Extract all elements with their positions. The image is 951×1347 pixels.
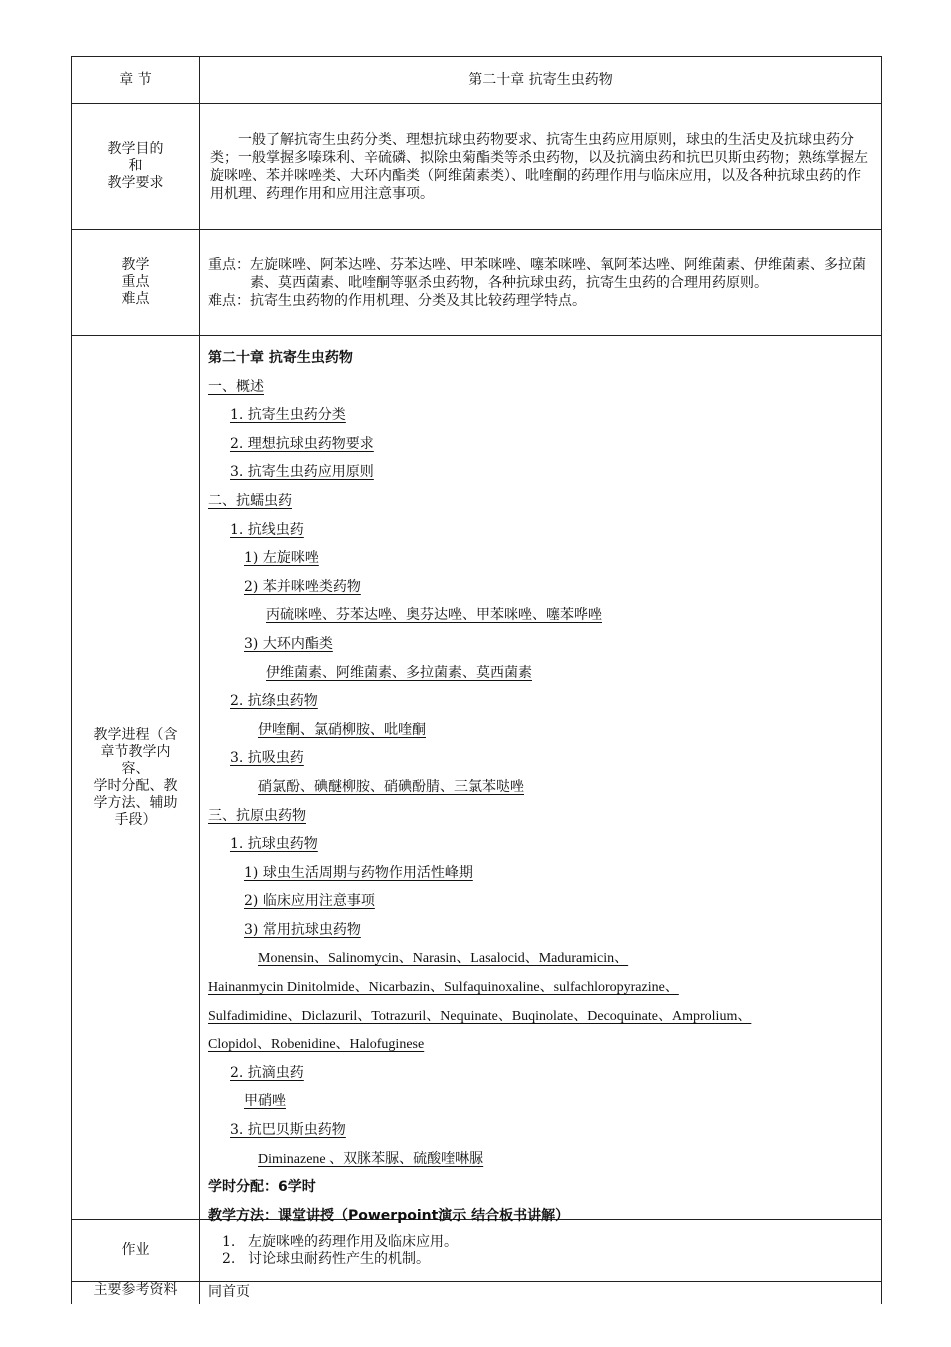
coccidiostat-list: Clopidol、Robenidine、Halofuginese bbox=[208, 1037, 425, 1053]
goals-label-line: 和 bbox=[128, 158, 143, 174]
outline-item: 3. 抗吸虫药 bbox=[230, 750, 304, 767]
outline-detail: 伊喹酮、氯硝柳胺、吡喹酮 bbox=[258, 721, 426, 738]
outline-item: 3. 抗寄生虫药应用原则 bbox=[230, 464, 374, 481]
goals-label-line: 教学目的 bbox=[107, 141, 164, 157]
outline-item: 2. 抗滴虫药 bbox=[230, 1064, 304, 1081]
coccidiostat-list: Sulfadimidine、Diclazuril、Totrazuril、Nequinate、Buqinolate、Decoquinate、Amprolium、 bbox=[208, 1008, 752, 1024]
key-label-line: 教学 bbox=[121, 257, 150, 273]
process-cell bbox=[200, 336, 881, 1224]
outline-detail: 甲硝唑 bbox=[244, 1093, 286, 1110]
homework-text: 左旋咪唑的药理作用及临床应用。 bbox=[248, 1233, 458, 1250]
process-label-line: 教学进程（含 bbox=[93, 726, 178, 743]
key-points-row bbox=[71, 230, 882, 336]
homework-num: 1. bbox=[222, 1233, 236, 1250]
homework-text: 讨论球虫耐药性产生的机制。 bbox=[248, 1250, 430, 1267]
process-label-line: 学时分配、教 bbox=[93, 777, 178, 794]
outline-detail: 丙硫咪唑、芬苯达唑、奥芬达唑、甲苯咪唑、噻苯哗唑 bbox=[266, 607, 602, 624]
hours-allocation: 学时分配：6学时 bbox=[208, 1179, 316, 1196]
outline-subitem: 2) 临床应用注意事项 bbox=[244, 893, 375, 910]
homework-row bbox=[71, 1220, 882, 1282]
homework-label: 作业 bbox=[72, 1220, 200, 1281]
outline-item: 2. 抗绦虫药物 bbox=[230, 693, 318, 710]
teaching-method: 教学方法：课堂讲授（Powerpoint演示 结合板书讲解） bbox=[208, 1207, 570, 1224]
key-points-label bbox=[72, 230, 200, 335]
references-label: 主要参考资料 bbox=[72, 1282, 200, 1304]
coccidiostat-list: Hainanmycin Dinitolmide、Nicarbazin、Sulfaquinoxaline、sulfachloropyrazine、 bbox=[208, 980, 679, 996]
goals-text: 一般了解抗寄生虫药分类、理想抗球虫药物要求、抗寄生虫药应用原则，球虫的生活史及抗球虫药分类；一般掌握多嗪珠利、辛硫磷、拟除虫菊酯类等杀虫药物，以及抗滴虫药和抗巴贝斯虫药物；熟练掌握左旋咪唑、苯并咪唑类、大环内酯类（阿维菌素类）、吡喹酮的药理作用与临床应用，以及各种抗球虫药的作用机理、药理作用和应用注意事项。 bbox=[210, 131, 868, 202]
homework-num: 2. bbox=[222, 1250, 236, 1267]
outline-detail: 伊维菌素、阿维菌素、多拉菌素、莫西菌素 bbox=[266, 664, 532, 681]
chapter-label: 章 节 bbox=[72, 57, 200, 103]
chapter-value: 第二十章 抗寄生虫药物 bbox=[468, 72, 613, 88]
goals-row bbox=[71, 104, 882, 230]
outline-subitem: 3) 大环内酯类 bbox=[244, 635, 333, 652]
chapter-row bbox=[71, 56, 882, 104]
outline-item: 1. 抗球虫药物 bbox=[230, 836, 318, 853]
outline-detail: Diminazene 、双脒苯脲、硫酸喹啉脲 bbox=[258, 1151, 484, 1167]
difficult-points-text: 难点：抗寄生虫药物的作用机理、分类及其比较药理学特点。 bbox=[208, 292, 586, 309]
key-points-cell bbox=[200, 230, 881, 335]
lesson-plan-table bbox=[71, 56, 882, 1304]
outline-item: 1. 抗寄生虫药分类 bbox=[230, 407, 346, 424]
references-value: 同首页 bbox=[208, 1284, 250, 1300]
outline-detail: 硝氯酚、碘醚柳胺、硝碘酚腈、三氯苯哒唑 bbox=[258, 778, 524, 795]
process-label-line: 手段） bbox=[114, 811, 157, 828]
process-label-line: 容、 bbox=[121, 760, 150, 777]
outline-section: 三、抗原虫药物 bbox=[208, 807, 306, 824]
homework-item bbox=[222, 1251, 873, 1268]
outline-item: 2. 理想抗球虫药物要求 bbox=[230, 435, 374, 452]
outline-item: 1. 抗线虫药 bbox=[230, 521, 304, 538]
coccidiostat-list: Monensin、Salinomycin、Narasin、Lasalocid、Maduramicin、 bbox=[258, 951, 629, 967]
key-points-text: 重点：左旋咪唑、阿苯达唑、芬苯达唑、甲苯咪唑、噻苯咪唑、氧阿苯达唑、阿维菌素、伊维菌素、多拉菌素、莫西菌素、吡喹酮等驱杀虫药物，各种抗球虫药，抗寄生虫药的合理用药原则。 bbox=[208, 256, 866, 291]
process-row bbox=[71, 336, 882, 1224]
outline-subitem: 2) 苯并咪唑类药物 bbox=[244, 578, 361, 595]
process-label-line: 章节教学内 bbox=[100, 743, 171, 760]
goals-cell bbox=[200, 104, 881, 229]
outline-subitem: 1) 球虫生活周期与药物作用活性峰期 bbox=[244, 864, 473, 881]
homework-cell bbox=[200, 1220, 881, 1281]
process-label-line: 学方法、辅助 bbox=[93, 794, 178, 811]
goals-label-line: 教学要求 bbox=[107, 175, 164, 191]
outline-subitem: 1) 左旋咪唑 bbox=[244, 550, 319, 567]
process-heading: 第二十章 抗寄生虫药物 bbox=[208, 350, 353, 366]
outline-section: 一、概述 bbox=[208, 378, 264, 395]
outline-item: 3. 抗巴贝斯虫药物 bbox=[230, 1122, 346, 1139]
process-label bbox=[72, 336, 200, 1219]
references-row bbox=[71, 1282, 882, 1304]
outline-subitem: 3) 常用抗球虫药物 bbox=[244, 921, 361, 938]
goals-label bbox=[72, 104, 200, 229]
key-label-line: 难点 bbox=[121, 291, 150, 307]
outline-section: 二、抗蠕虫药 bbox=[208, 492, 292, 509]
key-label-line: 重点 bbox=[121, 274, 150, 290]
homework-item bbox=[222, 1234, 873, 1251]
